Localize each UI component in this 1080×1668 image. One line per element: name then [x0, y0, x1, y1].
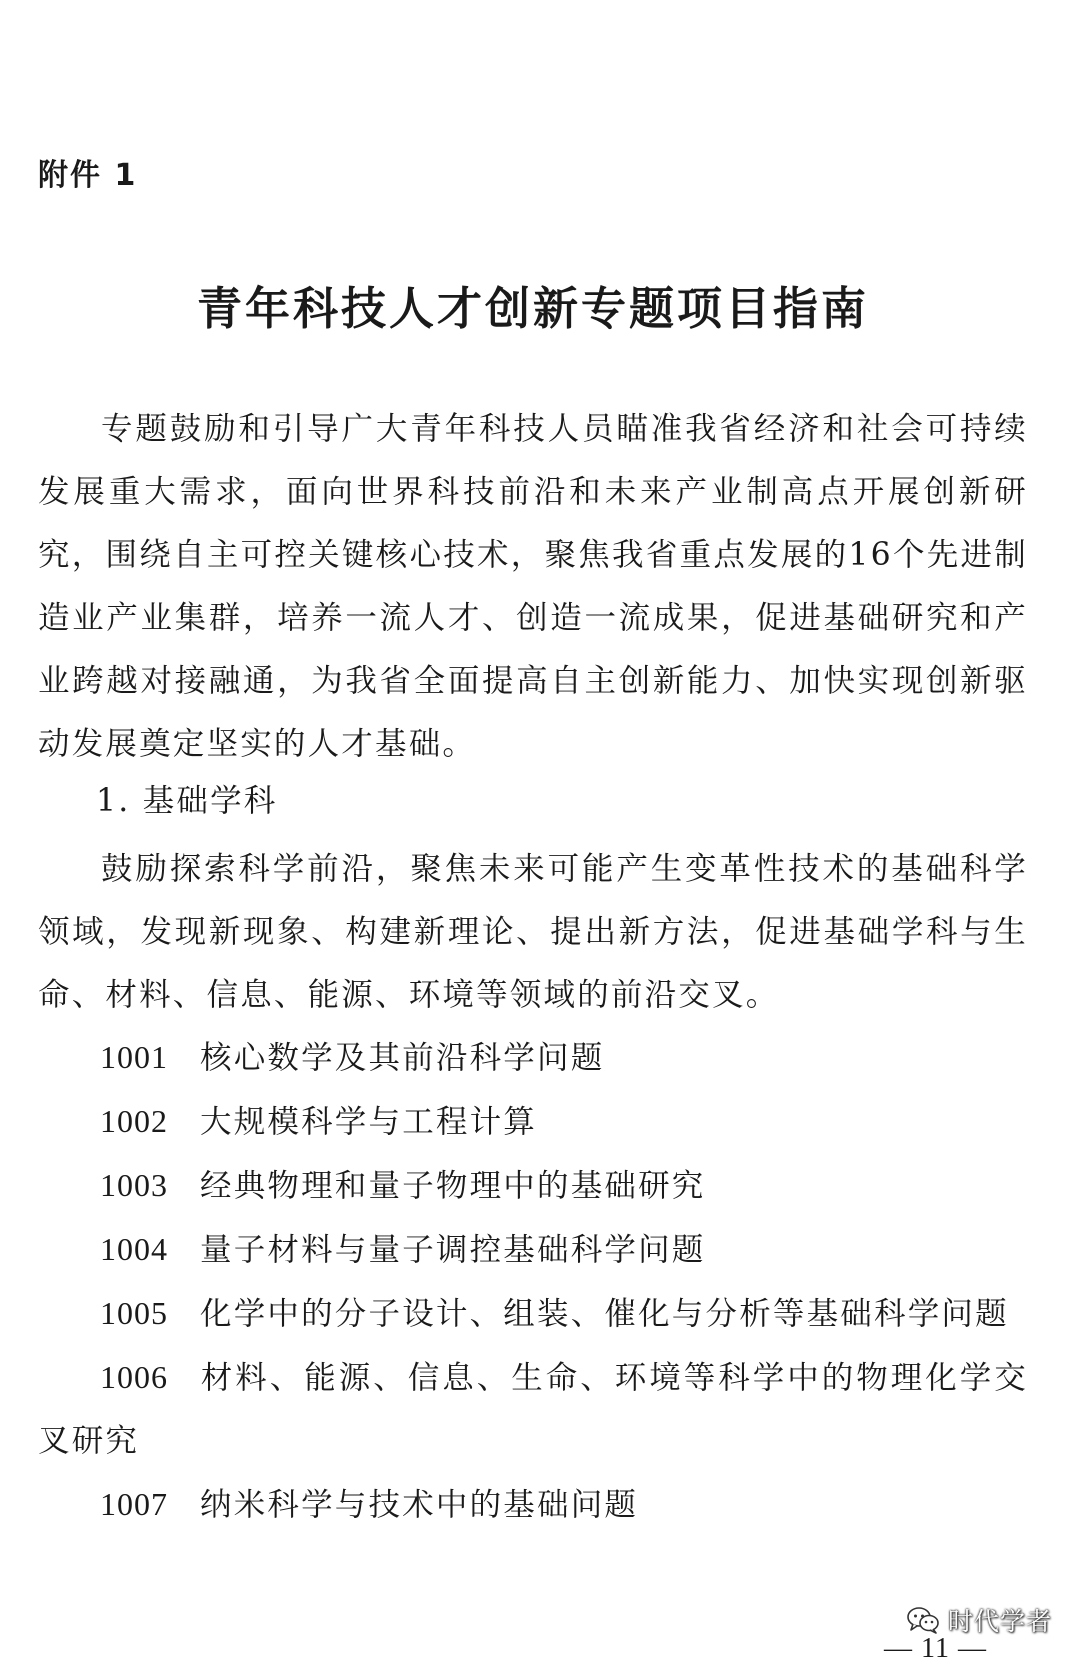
intro-paragraph: 专题鼓励和引导广大青年科技人员瞄准我省经济和社会可持续发展重大需求，面向世界科技前沿和未来产业制高点开展创新研究，围绕自主可控关键核心技术，聚焦我省重点发展的16个先进制造业产业集群，培养一流人才、创造一流成果，促进基础研究和产业跨越对接融通，为我省全面提高自主创新能力、加快实现创新驱动发展奠定坚实的人才基础。 — [38, 411, 1028, 762]
topic-text: 量子材料与量子调控基础科学问题 — [200, 1232, 706, 1268]
section-heading: 1. 基础学科 — [96, 783, 278, 819]
topic-text: 经典物理和量子物理中的基础研究 — [200, 1168, 706, 1204]
account-watermark — [906, 1602, 1052, 1638]
topic-code: 1004 — [100, 1231, 168, 1267]
topic-item-1001 — [38, 1026, 1028, 1090]
topic-text: 化学中的分子设计、组装、催化与分析等基础科学问题 — [200, 1296, 1009, 1332]
topic-code: 1002 — [100, 1103, 168, 1139]
topic-text: 纳米科学与技术中的基础问题 — [200, 1487, 639, 1523]
topic-code: 1001 — [100, 1039, 168, 1075]
wechat-icon — [906, 1605, 940, 1635]
topic-item-1007 — [38, 1473, 1028, 1537]
document-page — [38, 0, 1028, 1668]
topic-item-1003 — [38, 1154, 1028, 1218]
topic-text: 大规模科学与工程计算 — [200, 1104, 538, 1140]
topic-text: 核心数学及其前沿科学问题 — [200, 1040, 605, 1076]
topic-item-1004 — [38, 1218, 1028, 1282]
topic-code: 1007 — [100, 1486, 168, 1522]
topic-list — [38, 1026, 1028, 1537]
attachment-label: 附件 1 — [38, 158, 138, 193]
topic-code: 1006 — [100, 1359, 168, 1395]
topic-item-1002 — [38, 1090, 1028, 1154]
document-title: 青年科技人才创新专题项目指南 — [196, 282, 869, 335]
topic-item-1006 — [38, 1346, 1028, 1473]
topic-code: 1003 — [100, 1167, 168, 1203]
section-description: 鼓励探索科学前沿，聚焦未来可能产生变革性技术的基础科学领域，发现新现象、构建新理论、提出新方法，促进基础学科与生命、材料、信息、能源、环境等领域的前沿交叉。 — [38, 851, 1028, 1013]
topic-code: 1005 — [100, 1295, 168, 1331]
topic-text: 材料、能源、信息、生命、环境等科学中的物理化学交叉研究 — [38, 1360, 1028, 1459]
topic-item-1005 — [38, 1282, 1028, 1346]
page-number: — 11 — — [880, 1633, 991, 1665]
watermark-text: 时代学者 — [947, 1607, 1052, 1636]
